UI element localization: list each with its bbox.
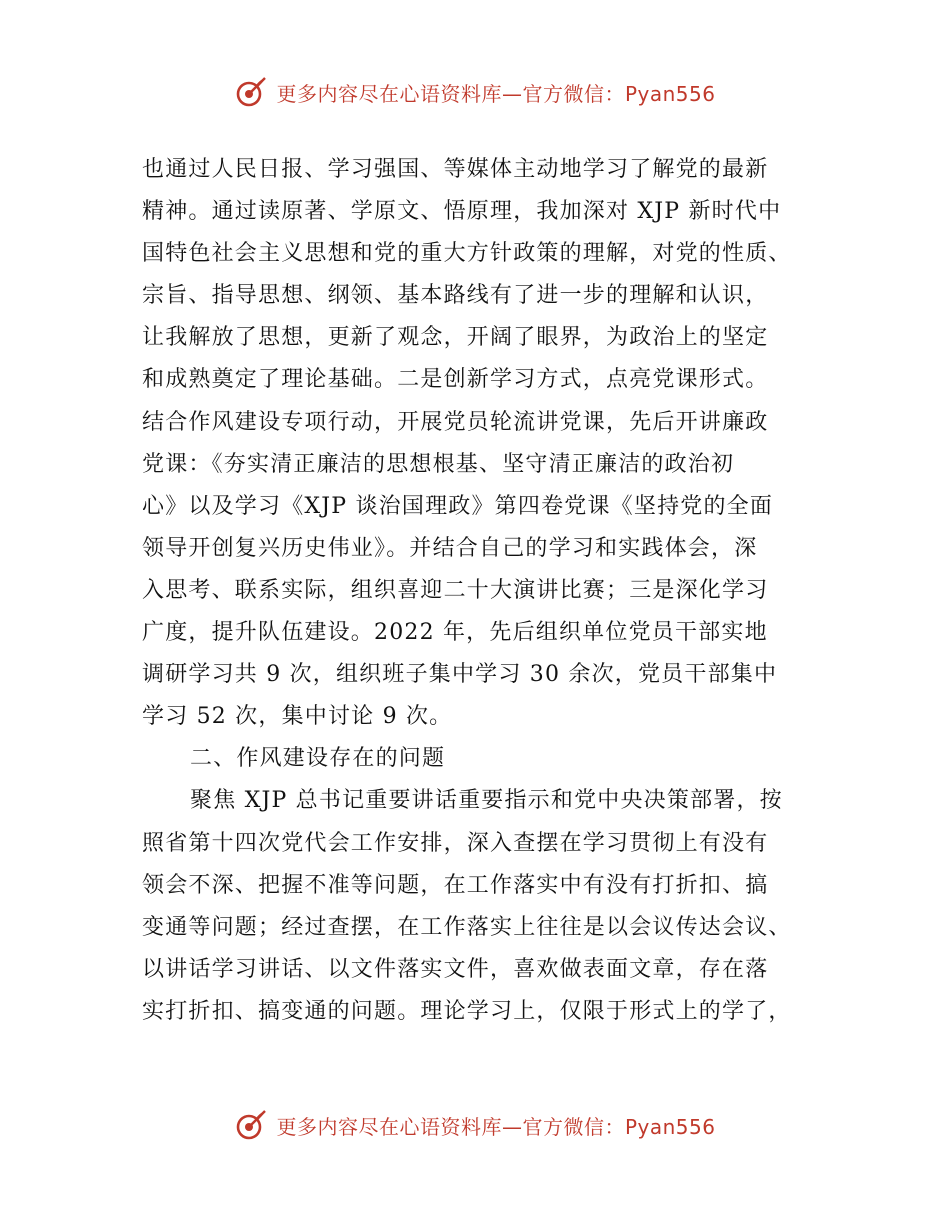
text-line: 让我解放了思想，更新了观念，开阔了眼界，为政治上的坚定: [142, 325, 769, 351]
text-line: 领导开创复兴历史伟业》。并结合自己的学习和实践体会，深: [142, 535, 758, 561]
footer-banner: [0, 1105, 950, 1145]
text-line: 结合作风建设专项行动，开展党员轮流讲党课，先后开讲廉政: [142, 409, 769, 435]
text-line: 广度，提升队伍建设。2022 年，先后组织单位党员干部实地: [142, 620, 768, 646]
header-banner: [0, 72, 950, 112]
text-line: 也通过人民日报、学习强国、等媒体主动地学习了解党的最新: [142, 157, 769, 182]
document-body: [142, 149, 822, 1033]
text-line: 宗旨、指导思想、纲领、基本路线有了进一步的理解和认识，: [142, 283, 769, 309]
header-banner-text: 更多内容尽在心语资料库—官方微信：Pyan556: [276, 81, 716, 106]
text-line: 国特色社会主义思想和党的重大方针政策的理解，对党的性质、: [142, 241, 792, 267]
text-line: 入思考、联系实际，组织喜迎二十大演讲比赛；三是深化学习: [142, 577, 769, 603]
text-line: 和成熟奠定了理论基础。二是创新学习方式，点亮党课形式。: [142, 367, 769, 393]
section-heading: 二、作风建设存在的问题: [190, 746, 446, 772]
text-line: 变通等问题；经过查摆，在工作落实上往往是以会议传达会议、: [142, 914, 792, 940]
text-line: 以讲话学习讲话、以文件落实文件，喜欢做表面文章，存在落: [142, 956, 769, 982]
text-line: 照省第十四次党代会工作安排，深入查摆在学习贯彻上有没有: [142, 830, 769, 856]
quill-pen-logo-icon: [234, 1108, 268, 1142]
text-line: 精神。通过读原著、学原文、悟原理，我加深对 XJP 新时代中: [142, 199, 782, 225]
text-line: 聚焦 XJP 总书记重要讲话重要指示和党中央决策部署，按: [190, 788, 783, 814]
text-line: 心》以及学习《XJP 谈治国理政》第四卷党课《坚持党的全面: [142, 493, 774, 519]
text-line: 党课：《夯实清正廉洁的思想根基、坚守清正廉洁的政治初: [142, 451, 735, 477]
text-line: 学习 52 次，集中讨论 9 次。: [142, 704, 453, 730]
text-line: 实打折扣、搞变通的问题。理论学习上，仅限于形式上的学了，: [142, 998, 792, 1024]
text-line: 领会不深、把握不准等问题，在工作落实中有没有打折扣、搞: [142, 872, 769, 898]
footer-banner-text: 更多内容尽在心语资料库—官方微信：Pyan556: [276, 1114, 716, 1139]
quill-pen-logo-icon: [234, 75, 268, 109]
text-line: 调研学习共 9 次，组织班子集中学习 30 余次，党员干部集中: [142, 662, 778, 688]
